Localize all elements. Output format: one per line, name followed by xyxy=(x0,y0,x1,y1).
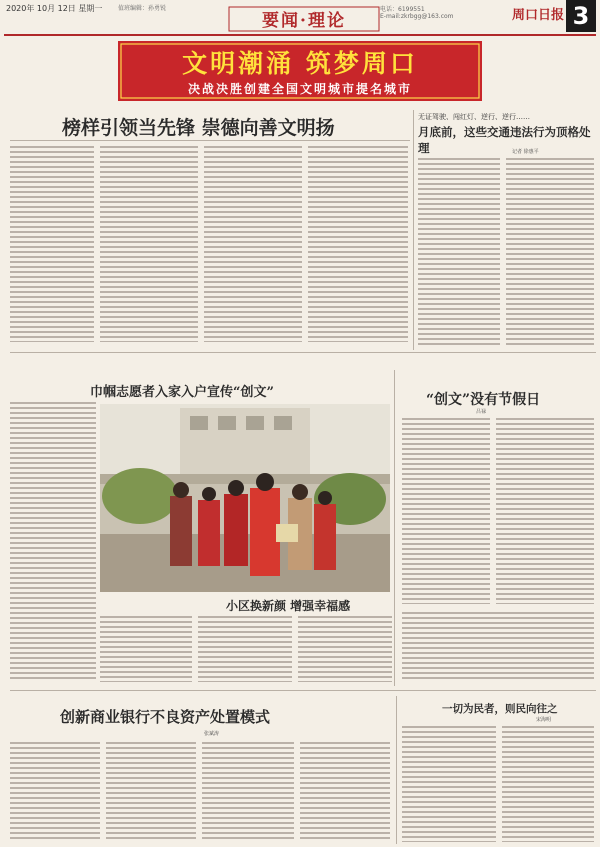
divider xyxy=(10,140,410,141)
article-text-column xyxy=(418,158,500,346)
header-rule xyxy=(4,34,596,36)
contact-info: 电话：6199551 E-mail:zkrbgg@163.com xyxy=(380,6,454,20)
headline-women-volunteers: 巾帼志愿者入家入户宣传“创文” xyxy=(90,385,274,400)
banner-subtitle: 决战决胜创建全国文明城市提名城市 xyxy=(187,82,412,96)
byline-bank-assets: 张斌涛 xyxy=(204,731,220,737)
issue-date: 2020年 10月 12日 星期一 xyxy=(6,4,103,13)
article-text-column xyxy=(402,726,496,842)
article-text-column xyxy=(402,418,490,604)
banner-title: 文明潮涌 筑梦周口 xyxy=(182,49,418,78)
headline-role-models: 榜样引领当先锋 崇德向善文明扬 xyxy=(62,117,335,139)
article-text-column xyxy=(204,146,302,342)
divider xyxy=(10,352,596,353)
headline-for-the-people: 一切为民者，则民向往之 xyxy=(442,703,558,715)
article-text-column xyxy=(10,146,94,342)
byline-traffic: 记者 徐惠平 xyxy=(512,149,539,155)
article-text-column xyxy=(300,742,390,842)
column-divider xyxy=(396,696,397,844)
byline-no-holidays: 吕禄 xyxy=(476,409,487,415)
column-divider xyxy=(394,370,395,686)
column-divider xyxy=(413,110,414,350)
headline-no-holidays: “创文”没有节假日 xyxy=(426,392,541,408)
byline-for-the-people: 宋海明 xyxy=(536,717,552,723)
article-text-column xyxy=(496,418,594,604)
article-text-column xyxy=(506,158,594,346)
divider xyxy=(10,690,596,691)
headline-traffic: 月底前，这些交通违法行为顶格处理 xyxy=(418,125,591,155)
article-text-column xyxy=(10,402,96,680)
duty-editor: 值班编辑：孙勇锐 xyxy=(118,5,167,12)
article-text-column xyxy=(198,616,292,682)
headline-bank-assets: 创新商业银行不良资产处置模式 xyxy=(60,708,271,726)
article-text-column xyxy=(308,146,408,342)
kicker-traffic: 无证驾驶、闯红灯、逆行、逆行…… xyxy=(418,113,530,121)
article-text-column xyxy=(100,616,192,682)
article-text-column xyxy=(502,726,594,842)
section-title: 要闻·理论 xyxy=(262,11,346,31)
headline-community-renewal: 小区换新颜 增强幸福感 xyxy=(226,599,351,613)
article-text-column xyxy=(106,742,196,842)
newspaper-name: 周口日报 xyxy=(512,8,565,23)
article-text-column xyxy=(202,742,294,842)
article-text-column xyxy=(402,612,594,682)
article-text-column xyxy=(100,146,198,342)
volunteers-photo xyxy=(100,404,390,592)
article-text-column xyxy=(298,616,392,682)
article-text-column xyxy=(10,742,100,842)
page-number: 3 xyxy=(566,0,596,32)
